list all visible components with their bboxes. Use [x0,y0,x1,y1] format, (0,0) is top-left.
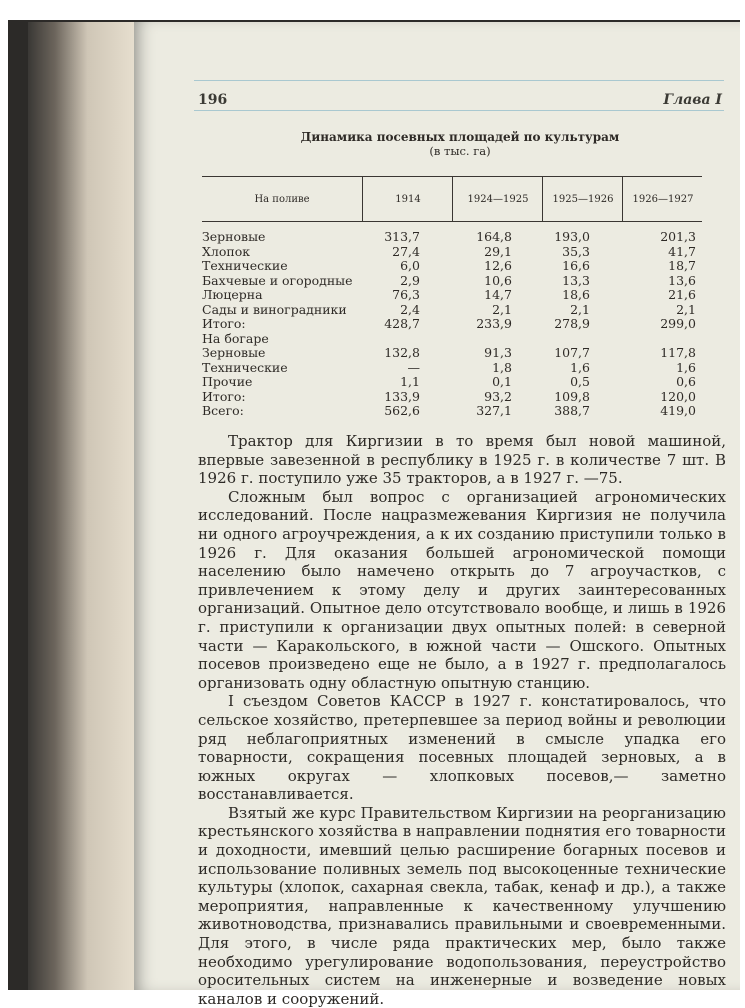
table-row [202,390,702,405]
cell-1924-1925: 1,8 [492,359,512,375]
cell-1914: 428,7 [384,316,420,331]
cell-1924-1925: 93,2 [484,388,512,404]
table-body [202,230,702,419]
page-header [198,92,722,112]
cell-1926-1927: 1,6 [676,359,696,375]
table-row [202,404,702,419]
cell-1926-1927: 41,7 [668,243,696,259]
cell-1925-1926: 2,1 [570,301,590,317]
book-page [134,22,740,1008]
cell-1925-1926: 0,5 [570,374,590,389]
top-rule [194,80,724,81]
cell-1924-1925: 10,6 [484,272,512,288]
cell-1914: — [407,359,420,375]
row-label: Итого: [202,388,246,404]
cell-1925-1926: 193,0 [554,229,590,244]
cell-1924-1925: 327,1 [476,403,512,418]
cell-1926-1927: 201,3 [660,229,696,244]
paragraph: Трактор для Киргизии в то время был новой машиной, впервые завезенной в республику в 1925 г. в количестве 7 шт. В 1926 г. поступило уже 35 тракторов, а в 1927 г. —75. [198,432,726,488]
cell-1924-1925: 14,7 [484,287,512,302]
table-row [202,303,702,318]
cell-1926-1927: 18,7 [668,258,696,273]
book-page-edges [28,22,136,990]
cell-1924-1925: 91,3 [484,345,512,360]
cell-1924-1925: 0,1 [492,374,512,389]
cell-1914: 76,3 [392,287,420,302]
table-row [202,375,702,390]
table-title: Динамика посевных площадей по культурам [300,130,620,144]
table-row [202,259,702,274]
cell-1925-1926: 13,3 [562,272,590,288]
table-row [202,274,702,289]
column-header-irrigated: На поливе [254,193,310,205]
column-header-1926-1927: 1926—1927 [622,177,703,221]
table-row [202,317,702,332]
body-text [198,432,726,1008]
cell-1924-1925: 2,1 [492,301,512,317]
cell-1926-1927: 21,6 [668,287,696,302]
column-header-1924-1925: 1924—1925 [452,177,543,221]
header-rule [194,110,724,111]
row-label: Сады и виноградники [202,301,347,317]
cell-1926-1927: 419,0 [660,403,696,418]
table-subtitle: (в тыс. га) [429,144,491,158]
cell-1926-1927: 117,8 [660,345,696,360]
cell-1914: 562,6 [384,403,420,418]
cell-1914: 2,9 [400,272,420,288]
row-label: Хлопок [202,243,251,259]
row-label: Технические [202,258,288,273]
cell-1914: 2,4 [400,301,420,317]
cell-1926-1927: 299,0 [660,316,696,331]
cell-1926-1927: 120,0 [660,388,696,404]
row-label: Зерновые [202,229,266,244]
cell-1926-1927: 0,6 [676,374,696,389]
row-label: Люцерна [202,287,263,302]
cell-1914: 313,7 [384,229,420,244]
column-header-1914: 1914 [362,177,453,221]
cell-1926-1927: 13,6 [668,272,696,288]
cell-1914: 133,9 [384,388,420,404]
cell-1926-1927: 2,1 [676,301,696,317]
cell-1925-1926: 107,7 [554,345,590,360]
row-label: Всего: [202,403,244,418]
cell-1925-1926: 388,7 [554,403,590,418]
running-head: Глава I [663,92,722,108]
row-label: Итого: [202,316,246,331]
cell-1925-1926: 18,6 [562,287,590,302]
cell-1925-1926: 278,9 [554,316,590,331]
cell-1924-1925: 12,6 [484,258,512,273]
table-row [202,245,702,260]
cell-1914: 1,1 [400,374,420,389]
row-label: Прочие [202,374,253,389]
cell-1924-1925: 164,8 [476,229,512,244]
column-header-1925-1926: 1925—1926 [542,177,623,221]
cell-1924-1925: 29,1 [484,243,512,259]
table-row [202,332,702,347]
paragraph: Взятый же курс Правительством Киргизии на реорганизацию крестьянского хозяйства в направлении поднятия его товарности и доходности, имевший целью расширение богарных посевов и использование поливных земель под высокоценные технические культуры (хлопок, сахарная свекла, табак, кенаф и др.), а также мероприятия, направленные к качественному улучшению животноводства, признавались правильными и своевременными. Для этого, в числе ряда практических мер, было также необходимо урегулирование водопользования, переустройство оросительных систем на инженерные и возведение новых каналов и сооружений. [198,803,726,1008]
cell-1925-1926: 1,6 [570,359,590,375]
cell-1924-1925: 233,9 [476,316,512,331]
row-label: Зерновые [202,345,266,360]
table-row [202,361,702,376]
cell-1914: 132,8 [384,345,420,360]
page-number: 196 [198,92,228,108]
paragraph: I съездом Советов КАССР в 1927 г. констатировалось, что сельское хозяйство, претерпевшее за период войны и революции ряд неблагоприятных изменений в смысле упадка его товарности, сокращения посевных площадей зерновых, а в южных округах — хлопковых посевов,— заметно восстанавливается. [198,692,726,804]
table-row [202,346,702,361]
table-header [202,176,702,222]
cell-1925-1926: 35,3 [562,243,590,259]
row-label: На богаре [202,330,269,346]
table-row [202,288,702,303]
cell-1914: 27,4 [392,243,420,259]
row-label: Бахчевые и огородные [202,272,353,288]
cell-1914: 6,0 [400,258,420,273]
cell-1925-1926: 16,6 [562,258,590,273]
paragraph: Сложным был вопрос с организацией агрономических исследований. После нацразмежевания Киргизия не получила ни одного агроучреждения, а к их созданию приступили только в 1926 г. Для оказания большей агрономической помощи населению было намечено открыть до 7 агроучастков, с привлечением к этому делу и других заинтересованных организаций. Опытное дело отсутствовало вообще, и лишь в 1926 г. приступили к организации двух опытных полей: в северной части — Каракольского, в южной части — Ошского. Опытных посевов произведено еще не было, а в 1927 г. предполагалось организовать одну областную опытную станцию. [198,487,726,692]
row-label: Технические [202,359,288,375]
table-row [202,230,702,245]
cell-1925-1926: 109,8 [554,388,590,404]
